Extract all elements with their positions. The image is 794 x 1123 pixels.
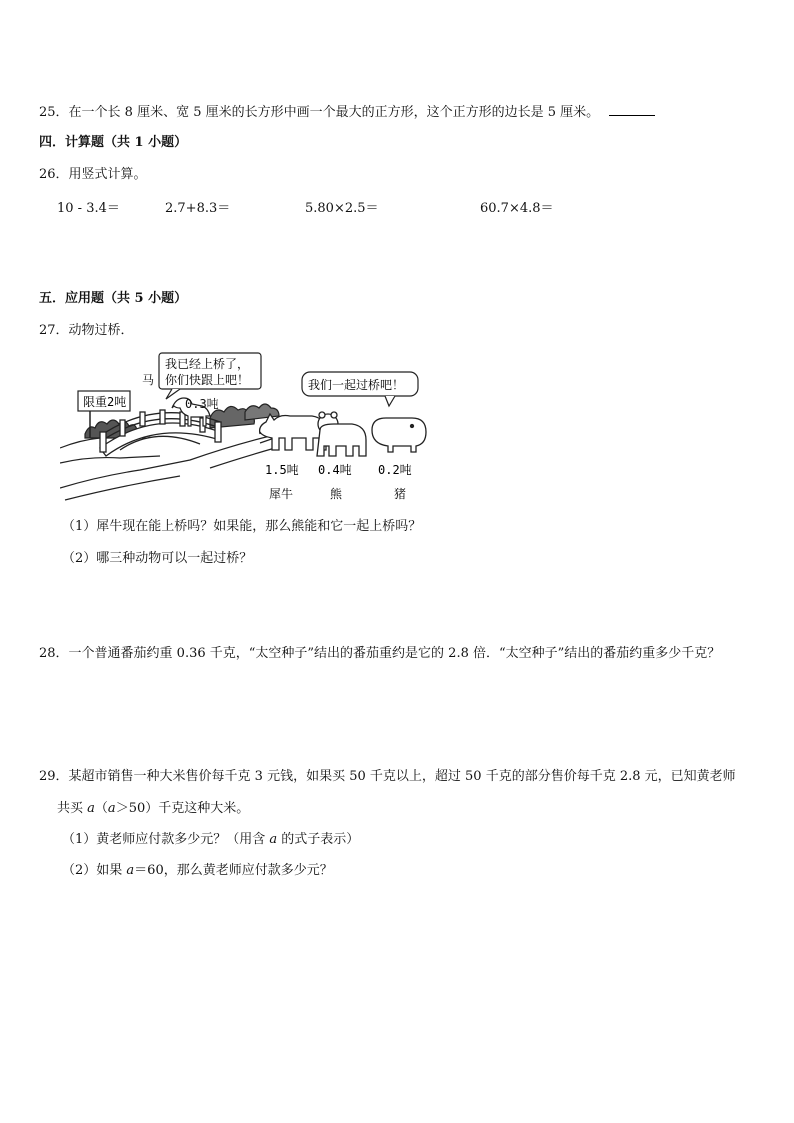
question-29-line-1: 29．某超市销售一种大米售价每千克 3 元钱，如果买 50 千克以上，超过 50 千克的部分售价每千克 2.8 元，已知黄老师	[39, 769, 736, 784]
calc-item-2: 2.7+8.3＝	[165, 201, 231, 216]
q29-line2-pre: 共买	[57, 801, 88, 816]
calc-item-3: 5.80×2.5＝	[305, 201, 379, 216]
question-28-text: 28．一个普通番茄约重 0.36 千克，“太空种子”结出的番茄重约是它的 2.8 倍．“太空种子”结出的番茄约重多少千克？	[39, 646, 721, 661]
question-27-sub-2: （2）哪三种动物可以一起过桥？	[62, 551, 253, 566]
variable-a: a	[269, 832, 278, 847]
rhino-name: 犀牛	[269, 487, 294, 501]
question-29-sub-2	[62, 862, 333, 880]
question-27-text: 27．动物过桥．	[39, 323, 134, 338]
variable-a: a	[87, 801, 95, 816]
answer-blank[interactable]	[609, 105, 655, 116]
question-29-sub-1	[62, 831, 359, 849]
q29-line2-mid: （	[94, 801, 108, 816]
pig-weight: 0.2吨	[378, 463, 412, 477]
section-4-title: 四．计算题（共 1 小题）	[39, 135, 188, 150]
horse-name: 马	[142, 373, 155, 387]
bear-drawing	[317, 412, 366, 456]
horse-weight: 0.3吨	[185, 397, 219, 411]
horse-speech-bubble	[159, 353, 261, 399]
group-speech-text: 我们一起过桥吧！	[308, 378, 405, 392]
question-25-text: 25．在一个长 8 厘米、宽 5 厘米的长方形中画一个最大的正方形，这个正方形的边长是 5 厘米。	[39, 105, 600, 120]
pig-drawing	[372, 418, 426, 452]
q29-sub2-post: ＝60，那么黄老师应付款多少元？	[134, 863, 333, 878]
section-5-title: 五．应用题（共 5 小题）	[39, 291, 188, 306]
calc-item-1: 10 - 3.4＝	[57, 201, 120, 216]
question-27-sub-1: （1）犀牛现在能上桥吗？如果能，那么熊能和它一起上桥吗？	[62, 519, 422, 534]
question-29-line-2	[57, 800, 249, 818]
horse-speech-line-2: 你们快跟上吧！	[165, 373, 250, 387]
group-speech-bubble	[302, 372, 418, 406]
calc-item-4: 60.7×4.8＝	[480, 201, 554, 216]
q29-line2-cond: ＞50）千克这种大米。	[115, 801, 250, 816]
sign-text: 限重2吨	[83, 395, 127, 409]
q29-sub1-post: 的式子表示）	[277, 832, 360, 847]
question-25	[39, 104, 655, 122]
variable-a: a	[126, 863, 135, 878]
rhino-drawing	[260, 414, 326, 450]
q29-sub2-pre: （2）如果	[62, 863, 127, 878]
question-26-text: 26．用竖式计算。	[39, 167, 147, 182]
q29-sub1-pre: （1）黄老师应付款多少元？（用含	[62, 832, 270, 847]
variable-a: a	[107, 801, 116, 816]
pig-name: 猪	[394, 487, 407, 501]
horse-speech-line-1: 我已经上桥了，	[165, 357, 250, 371]
rhino-weight: 1.5吨	[265, 463, 299, 477]
bear-weight: 0.4吨	[318, 463, 352, 477]
bear-name: 熊	[330, 487, 343, 501]
animal-bridge-figure	[60, 348, 450, 508]
